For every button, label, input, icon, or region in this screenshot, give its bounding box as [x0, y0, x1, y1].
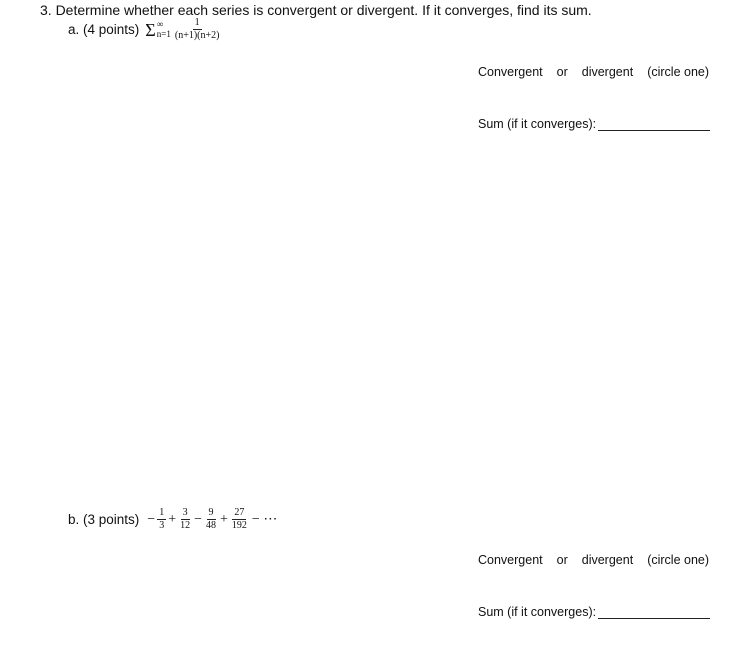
choice-or: or — [556, 65, 568, 79]
question-title: 3. Determine whether each series is convergent or divergent. If it converges, find its sum. — [40, 2, 592, 18]
choice-divergent[interactable]: divergent — [581, 65, 634, 79]
fraction-numerator: 9 — [208, 507, 214, 518]
term-sign: + — [220, 511, 228, 527]
part-b-sum-row — [478, 605, 710, 619]
upper-limit: ∞ — [156, 19, 164, 29]
fraction-numerator: 1 — [194, 17, 200, 28]
term-fraction — [157, 508, 166, 531]
choice-note: (circle one) — [647, 65, 710, 79]
term-fraction — [178, 508, 192, 531]
fraction-denominator: 192 — [231, 520, 247, 531]
choice-note: (circle one) — [647, 553, 710, 567]
fraction-denominator: 3 — [159, 520, 165, 531]
fraction-denominator: 12 — [180, 520, 191, 531]
part-b-prompt — [68, 508, 279, 531]
part-a-prompt — [68, 18, 221, 41]
fraction-numerator: 27 — [234, 507, 245, 518]
sum-label: Sum (if it converges): — [478, 605, 597, 619]
choice-divergent[interactable]: divergent — [581, 553, 634, 567]
series-term-fraction — [173, 18, 222, 41]
sum-limits — [157, 20, 171, 39]
lower-limit: n=1 — [156, 29, 171, 39]
fraction-numerator: 3 — [182, 507, 188, 518]
part-a-series — [145, 18, 221, 41]
part-b-label: b. (3 points) — [68, 512, 140, 527]
choice-convergent[interactable]: Convergent — [478, 553, 543, 567]
sigma-symbol: Σ — [145, 19, 156, 40]
term-fraction — [204, 508, 218, 531]
sum-label: Sum (if it converges): — [478, 117, 597, 131]
choice-convergent[interactable]: Convergent — [478, 65, 543, 79]
series-tail: − ⋯ — [251, 512, 278, 527]
sum-answer-blank[interactable] — [598, 118, 710, 131]
term-sign: + — [168, 511, 177, 527]
part-b-series — [145, 508, 279, 531]
fraction-numerator: 1 — [159, 507, 165, 518]
sum-answer-blank[interactable] — [598, 606, 710, 619]
choice-or: or — [556, 553, 568, 567]
fraction-denominator: 48 — [206, 520, 217, 531]
fraction-denominator: (n+1)(n+2) — [174, 30, 220, 41]
part-a-label: a. (4 points) — [68, 22, 140, 37]
part-a-choice-row — [478, 65, 709, 79]
part-a-sum-row — [478, 117, 710, 131]
term-sign: − — [194, 511, 203, 527]
part-b-choice-row — [478, 553, 709, 567]
term-fraction — [230, 508, 249, 531]
term-sign: − — [147, 511, 156, 527]
